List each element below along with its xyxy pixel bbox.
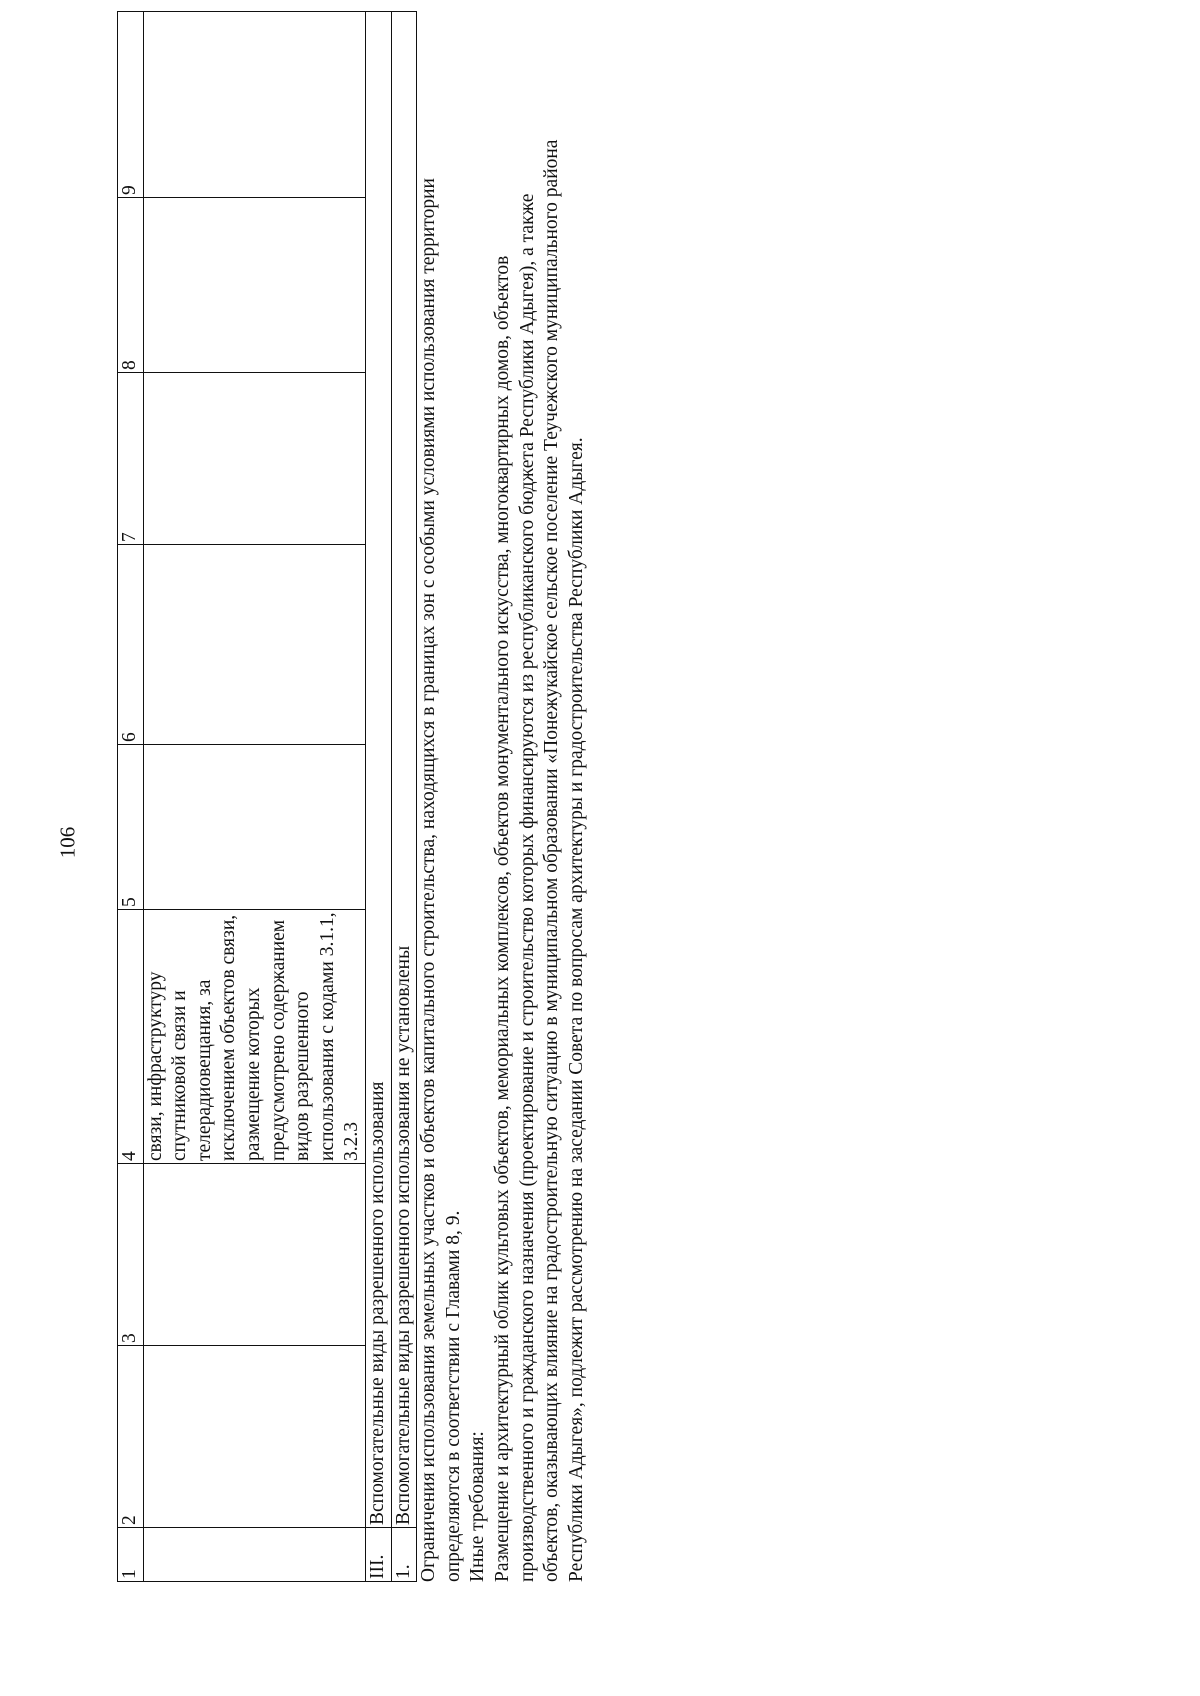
header-cell: 9 bbox=[118, 12, 144, 198]
header-cell: 4 bbox=[118, 910, 144, 1164]
header-cell: 2 bbox=[118, 1346, 144, 1528]
section-row bbox=[365, 12, 391, 1582]
table-cell bbox=[143, 12, 365, 198]
rotated-page-content bbox=[117, 112, 587, 1582]
table-cell bbox=[143, 745, 365, 910]
page-number: 106 bbox=[55, 826, 80, 859]
table-row bbox=[143, 12, 365, 1582]
header-cell: 7 bbox=[118, 373, 144, 545]
table-cell bbox=[143, 1164, 365, 1346]
other-requirements-label: Иные требования: bbox=[467, 1431, 489, 1582]
section-title: Вспомогательные виды разрешенного использования bbox=[365, 12, 391, 1528]
section-number: III. bbox=[365, 1528, 391, 1582]
land-use-table bbox=[117, 11, 417, 1582]
table-cell bbox=[143, 1346, 365, 1528]
notes-block bbox=[417, 112, 589, 1582]
table-cell bbox=[143, 1528, 365, 1582]
table-cell bbox=[143, 198, 365, 373]
table-cell bbox=[143, 545, 365, 745]
header-cell: 1 bbox=[118, 1528, 144, 1582]
header-cell: 3 bbox=[118, 1164, 144, 1346]
item-row bbox=[391, 12, 417, 1582]
other-requirements-paragraph: Размещение и архитектурный облик культовых объектов, мемориальных комплексов, объектов монументального искусства, многоквартирных домов, объектов производственного и гражданского назначения (проектирование и строительство которых финансируются из республиканского бюджета Республики Адыгея), а также объектов, оказывающих влияние на градостроительную ситуацию в муниципальном образовании «Понежукайское сельское поселение Теучежского муниципального района Республики Адыгея», подлежит рассмотрению на заседании Совета по вопросам архитектуры и градостроительства Республики Адыгея. bbox=[491, 139, 587, 1582]
table-cell bbox=[143, 373, 365, 545]
header-cell: 6 bbox=[118, 545, 144, 745]
header-cell: 5 bbox=[118, 745, 144, 910]
item-number: 1. bbox=[391, 1528, 417, 1582]
item-text: Вспомогательные виды разрешенного использования не установлены bbox=[391, 12, 417, 1528]
restrictions-paragraph: Ограничения использования земельных участков и объектов капитального строительства, находящихся в границах зон с особыми условиями использования территории определяются в соответствии с Главами 8, 9. bbox=[418, 178, 464, 1582]
use-description-cell: связи, инфраструктуру спутниковой связи и телерадиовещания, за исключением объектов связи, размещение которых предусмотрено содержанием видов разрешенного использования с кодами 3.1.1, 3.2.3 bbox=[143, 910, 365, 1164]
table-header-row bbox=[118, 12, 144, 1582]
header-cell: 8 bbox=[118, 198, 144, 373]
